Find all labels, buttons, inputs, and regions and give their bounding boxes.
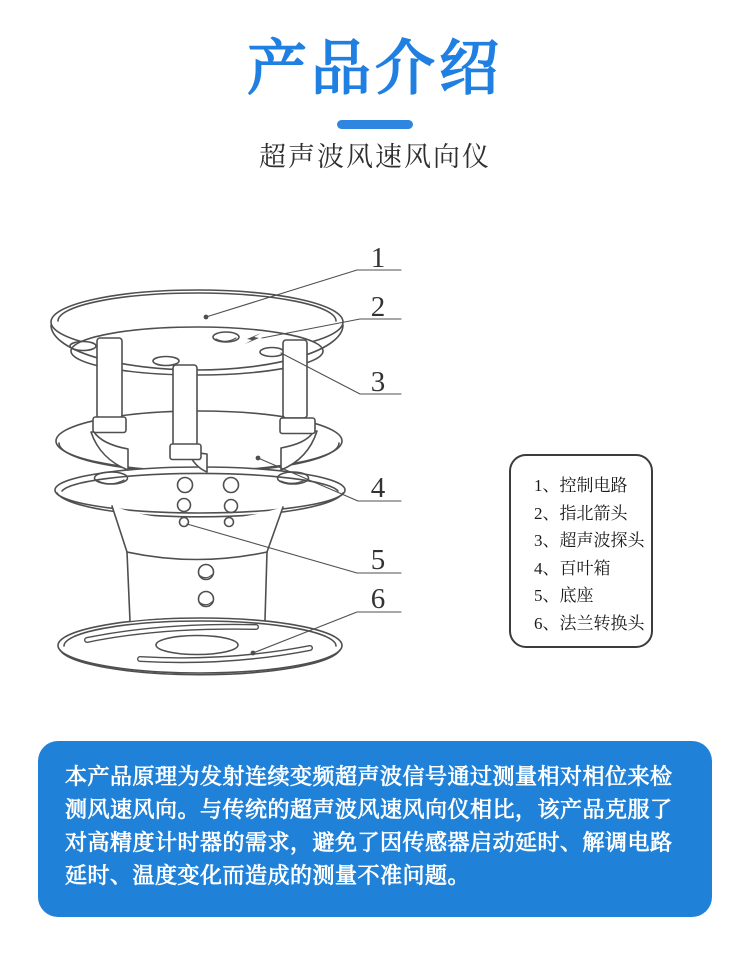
- flange-adapter-drawing: [58, 618, 342, 675]
- page-title: 产品介绍: [247, 35, 503, 102]
- parts-legend-box: [509, 454, 653, 648]
- description-line: 对高精度计时器的需求，避免了因传感器启动延时、解调电路: [65, 830, 673, 855]
- legend-item-ultrasonic-probe: 3、超声波探头: [534, 531, 645, 550]
- callout-number-6: 6: [370, 583, 386, 615]
- callout-number-3: 3: [370, 366, 386, 398]
- callout-number-2: 2: [370, 291, 386, 323]
- callout-number-4: 4: [370, 472, 386, 504]
- description-line: 本产品原理为发射连续变频超声波信号通过测量相对相位来检: [65, 764, 673, 789]
- page-subtitle: 超声波风速风向仪: [259, 142, 491, 172]
- description-line: 测风速风向。与传统的超声波风速风向仪相比，该产品克服了: [65, 797, 673, 822]
- legend-item-control-circuit: 1、控制电路: [534, 476, 628, 495]
- legend-item-base: 5、底座: [534, 586, 594, 605]
- legend-item-flange-adapter: 6、法兰转换头: [534, 613, 645, 633]
- title-divider: [337, 120, 413, 129]
- anemometer-diagram: [30, 238, 442, 686]
- callout-number-1: 1: [370, 242, 386, 274]
- legend-item-louver-box: 4、百叶箱: [534, 558, 611, 578]
- callout-number-5: 5: [370, 544, 386, 576]
- product-description-panel: [38, 741, 712, 917]
- legend-item-north-arrow: 2、指北箭头: [534, 503, 628, 523]
- description-line: 延时、温度变化而造成的测量不准问题。: [65, 863, 471, 888]
